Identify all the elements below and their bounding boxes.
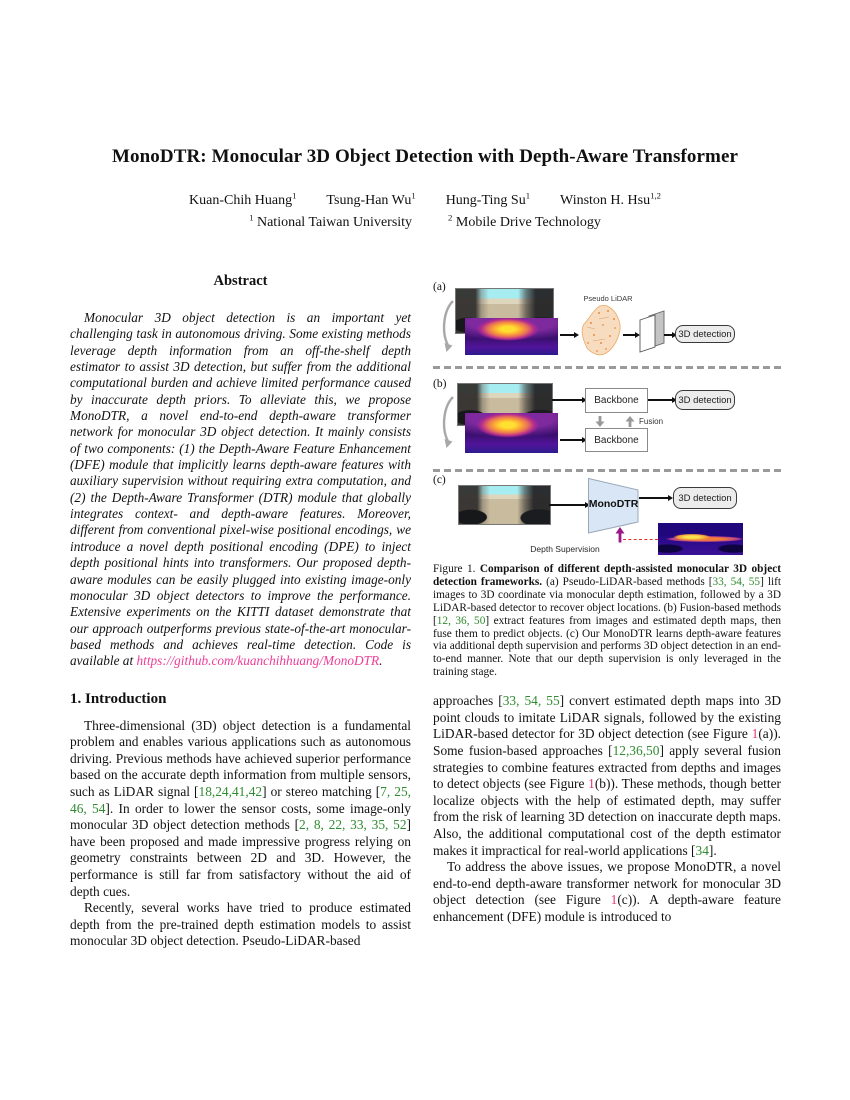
left-column	[70, 273, 411, 950]
depth-map-image	[465, 318, 558, 355]
author: Hung-Ting Su$^1$	[445, 190, 531, 208]
backbone-box-depth: Backbone	[585, 428, 648, 452]
flow-arrow	[552, 399, 582, 401]
flow-arrow	[664, 334, 672, 336]
figure-ref-link[interactable]: 1	[588, 776, 595, 792]
panel-b-label: (b)	[433, 378, 447, 390]
fusion-up-arrow-icon	[625, 416, 635, 427]
affiliation: $^1$ National Taiwan University	[249, 212, 413, 230]
url-link[interactable]: https://github.com/kuanchihhuang/MonoDTR	[136, 653, 380, 669]
backbone-box-image: Backbone	[585, 388, 648, 413]
citation-link[interactable]: 12,36,50	[612, 742, 660, 758]
point-cloud-icon	[579, 303, 623, 359]
citation-link[interactable]: 18,24,41,42	[198, 783, 263, 799]
body-paragraph-2: To address the above issues, we propose MonoDTR, a novel end-to-end depth-aware transformer network for monocular 3D object detection (see Figure 1(c)). A depth-aware feature enhancement (DFE) module is introduced to	[433, 859, 781, 924]
citation-link[interactable]: 2, 8, 22, 33, 35, 52	[299, 817, 407, 833]
nn-layers-icon	[639, 310, 665, 354]
section-heading-introduction: 1. Introduction	[70, 690, 167, 707]
depth-supervision-line	[623, 539, 658, 540]
author: Tsung-Han Wu$^1$	[326, 190, 416, 208]
author: Kuan-Chih Huang$^1$	[189, 190, 297, 208]
author: Winston H. Hsu$^{1,2}$	[560, 190, 661, 208]
flow-arrow	[560, 439, 582, 441]
citation-link[interactable]: 7, 25, 46, 54	[70, 783, 411, 816]
affiliation-list	[0, 212, 850, 231]
paper-title: MonoDTR: Monocular 3D Object Detection with Depth-Aware Transformer	[111, 146, 739, 167]
depth-groundtruth-image	[658, 523, 743, 555]
curved-arrow-icon	[439, 394, 456, 450]
fusion-label: Fusion	[639, 417, 664, 426]
citation-link[interactable]: 34	[695, 842, 709, 858]
abstract-heading: Abstract	[213, 273, 268, 289]
pseudo-lidar-label: Pseudo LiDAR	[583, 294, 633, 303]
detection-box-b: 3D detection	[675, 390, 735, 410]
abstract-text: Monocular 3D object detection is an important yet challenging task in autonomous driving. Some existing methods leverage depth information from an off-the-shelf depth estimator to assist 3D detection, but suffer from the additional computational burden and achieve limited performance caused by inaccurate depth priors. To alleviate this, we propose MonoDTR, a novel end-to-end depth-aware transformer network for monocular 3D object detection. It mainly consists of two components: (1) the Depth-Aware Feature Enhancement (DFE) module that implicitly learns depth-aware features with auxiliary supervision without requiring extra computation, and (2) the Depth-Aware Transformer (DTR) module that globally integrates context- and depth-aware features. Moreover, different from conventional pixel-wise positional encodings, we introduce a novel depth positional encoding (DPE) to inject depth positional hints into transformers. Our proposed depth-aware modules can be easily plugged into existing image-only monocular 3D object detectors to improve the performance. Extensive experiments on the KITTI dataset demonstrate that our approach outperforms previous state-of-the-art monocular-based methods and achieves real-time detection. Code is available at https://github.com/kuanchihhuang/MonoDTR.	[70, 310, 411, 669]
detection-box-a: 3D detection	[675, 325, 735, 343]
flow-arrow	[639, 497, 668, 499]
figure-1	[433, 278, 781, 560]
figure-caption: Figure 1. Comparison of different depth-assisted monocular 3D object detection frameworks. (a) Pseudo-LiDAR-based methods [33, 54, 55] lift images to 3D coordinate via monocular depth estimation, followed by a 3D LiDAR-based detector to recover object locations. (b) Fusion-based methods [12, 36, 50] extract features from images and estimated depth maps, then fuse them to predict objects. (c) Our MonoDTR learns depth-aware features via additional depth supervision and performs 3D object detection in an end-to-end manner. Note that our depth supervision is only leveraged in the training stage.	[433, 563, 782, 679]
citation-link[interactable]: 12, 36, 50	[436, 614, 486, 627]
intro-paragraph-1: Three-dimensional (3D) object detection is a fundamental problem and enables various applications such as autonomous driving. Previous methods have achieved superior performance based on the accurate depth information from multiple sensors, such as LiDAR signal [18,24,41,42] or stereo matching [7, 25, 46, 54]. In order to lower the sensor costs, some image-only monocular 3D object detection methods [2, 8, 22, 33, 35, 52] have been proposed and made impressive progress relying on geometry constraints between 2D and 3D. However, the performance is still far from satisfactory without the aid of depth cues.	[70, 717, 412, 899]
body-paragraph-1: approaches [33, 54, 55] convert estimated depth maps into 3D point clouds to imitate LiDAR signals, followed by the existing LiDAR-based detector for 3D object detection (see Figure 1(a)). Some fusion-based approaches [12,36,50] apply several fusion strategies to combine features extracted from depths and images to detect objects (see Figure 1(b)). These methods, though better localize objects with the help of estimated depth, may suffer from the risk of learning 3D detection on inaccurate depth maps. Also, the additional computational cost of the depth estimator makes it impractical for real-world applications [34].	[433, 693, 781, 858]
citation-link[interactable]: 33, 54, 55	[502, 693, 560, 709]
panel-a-label: (a)	[433, 281, 446, 293]
flow-arrow	[549, 504, 585, 506]
monodtr-label: MonoDTR	[588, 498, 639, 510]
curved-arrow-icon	[439, 298, 456, 354]
citation-link[interactable]: 33, 54, 55	[712, 575, 761, 588]
right-column	[433, 278, 781, 925]
detection-box-c: 3D detection	[673, 487, 737, 509]
figure-ref-link[interactable]: 1	[751, 726, 759, 742]
figure-ref-link[interactable]: 1	[610, 892, 618, 908]
right-body	[433, 693, 781, 925]
depth-supervision-arrow-icon	[615, 527, 625, 543]
fusion-down-arrow-icon	[595, 416, 605, 427]
depth-supervision-label: Depth Supervision	[530, 544, 600, 554]
affiliation: $^2$ Mobile Drive Technology	[448, 212, 601, 230]
author-list	[0, 190, 850, 209]
flow-arrow	[623, 334, 635, 336]
street-image	[458, 485, 551, 525]
flow-arrow	[648, 399, 672, 401]
flow-arrow	[560, 334, 574, 336]
depth-map-image	[465, 413, 558, 453]
panel-separator	[433, 469, 781, 472]
panel-c-label: (c)	[433, 474, 446, 486]
intro-paragraph-2: Recently, several works have tried to produce estimated depth from the pre-trained depth estimation models to assist monocular 3D object detection. Pseudo-LiDAR-based	[70, 900, 411, 949]
panel-separator	[433, 366, 781, 369]
